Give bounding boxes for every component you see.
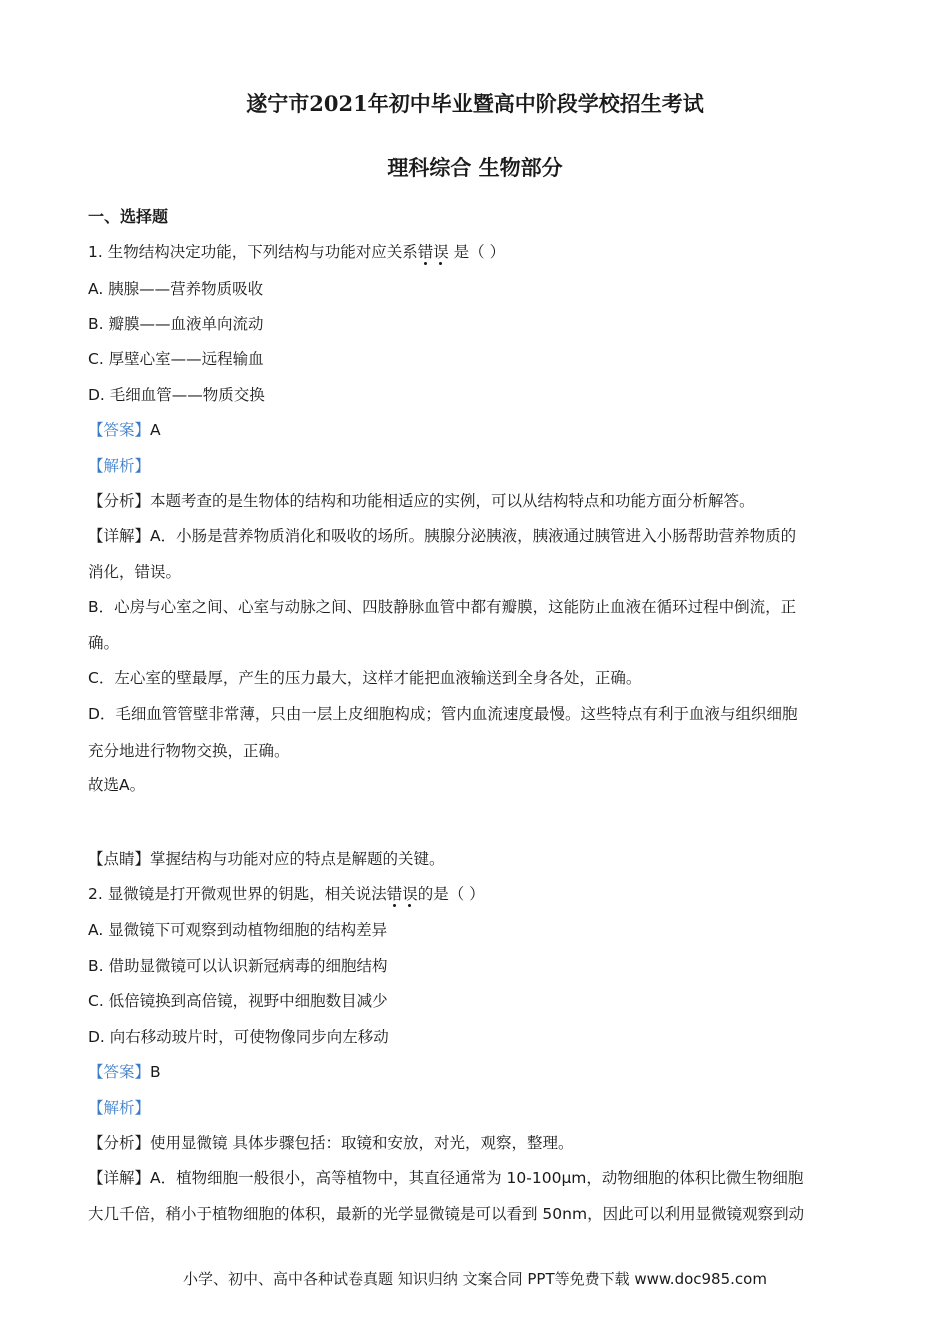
- q1-xiangjie-b: B．心房与心室之间、心室与动脉之间、四肢静脉血管中都有瓣膜，这能防止血液在循环过程中倒流，正: [88, 598, 797, 616]
- q2-xiangjie-a: 【详解】A．植物细胞一般很小，高等植物中，其直径通常为 10-100μm，动物细胞的体积比微生物细胞: [88, 1169, 804, 1187]
- q1-choice: 故选A。: [88, 776, 146, 794]
- page-title: 遂宁市2021年初中毕业暨高中阶段学校招生考试: [246, 91, 704, 116]
- q1-option-c: C. 厚壁心室——远程输血: [88, 350, 264, 368]
- q1-answer: [88, 419, 161, 441]
- q1-xiangjie-a: 【详解】A．小肠是营养物质消化和吸收的场所。胰腺分泌胰液，胰液通过胰管进入小肠帮助营养物质的: [88, 527, 797, 545]
- q1-stem: 1. 生物结构决定功能，下列结构与功能对应关系错误 是（ ）: [88, 243, 506, 261]
- q1-option-b: B. 瓣膜——血液单向流动: [88, 315, 264, 333]
- q1-option-d: D. 毛细血管——物质交换: [88, 386, 265, 404]
- answer-tag: 【答案】: [88, 421, 151, 439]
- q2-xiangjie-a-cont: 大几千倍，稍小于植物细胞的体积，最新的光学显微镜是可以看到 50nm，因此可以利用显微镜观察到动: [88, 1205, 805, 1223]
- emphasis-dot-char: 误: [402, 885, 418, 903]
- q2-option-b: B. 借助显微镜可以认识新冠病毒的细胞结构: [88, 957, 388, 975]
- q1-xiangjie-b-cont: 确。: [88, 634, 120, 652]
- q1-analysis-tag: 【解析】: [88, 457, 151, 475]
- page-subtitle: 理科综合 生物部分: [387, 155, 563, 180]
- answer-value: B: [150, 1063, 161, 1081]
- emphasis-dot-char: 错: [417, 243, 434, 261]
- q1-xiangjie-a-cont: 消化，错误。: [88, 563, 182, 581]
- q2-fenxi: 【分析】使用显微镜 具体步骤包括：取镜和安放，对光，观察，整理。: [88, 1134, 574, 1152]
- q2-analysis-tag: 【解析】: [88, 1099, 151, 1117]
- q2-option-a: A. 显微镜下可观察到动植物细胞的结构差异: [88, 921, 388, 939]
- q1-option-a: A. 胰腺——营养物质吸收: [88, 280, 264, 298]
- emphasis-dot-char: 错: [386, 885, 403, 903]
- q2-answer: [88, 1061, 161, 1083]
- q2-stem: 2. 显微镜是打开微观世界的钥匙，相关说法错误的是（ ）: [88, 885, 485, 903]
- q2-option-c: C. 低倍镜换到高倍镜，视野中细胞数目减少: [88, 992, 388, 1010]
- emphasis-dot-char: 误: [433, 243, 449, 261]
- q1-xiangjie-c: C．左心室的壁最厚，产生的压力最大，这样才能把血液输送到全身各处，正确。: [88, 669, 642, 687]
- q1-xiangjie-d-cont: 充分地进行物物交换，正确。: [88, 742, 290, 760]
- q1-xiangjie-d: D．毛细血管管壁非常薄，只由一层上皮细胞构成；管内血流速度最慢。这些特点有利于血液与组织细胞: [88, 705, 798, 723]
- q2-option-d: D. 向右移动玻片时，可使物像同步向左移动: [88, 1028, 389, 1046]
- section-heading: 一、选择题: [88, 207, 169, 226]
- q1-fenxi: 【分析】本题考查的是生物体的结构和功能相适应的实例，可以从结构特点和功能方面分析解答。: [88, 492, 755, 510]
- answer-value: A: [150, 421, 161, 439]
- footer-text: 小学、初中、高中各种试卷真题 知识归纳 文案合同 PPT等免费下载 www.doc985.com: [183, 1270, 767, 1288]
- q1-dianjing: 【点睛】掌握结构与功能对应的特点是解题的关键。: [88, 850, 445, 868]
- answer-tag: 【答案】: [88, 1063, 151, 1081]
